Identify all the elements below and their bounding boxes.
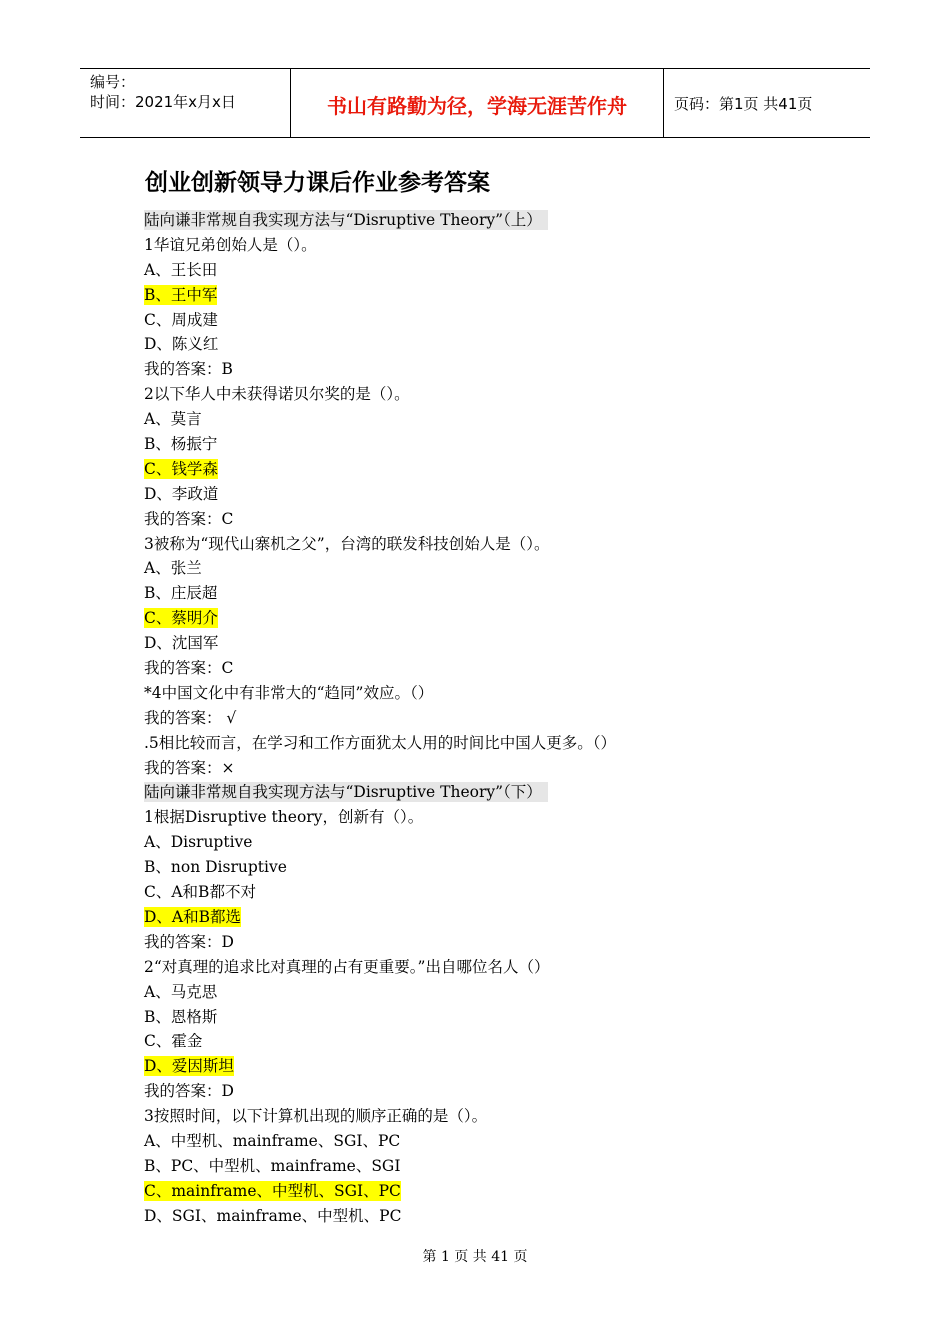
highlighted-answer-option xyxy=(144,1179,844,1204)
line-text: 3被称为“现代山寨机之父”，台湾的联发科技创始人是（）。 xyxy=(144,534,550,553)
line-text: A、中型机、mainframe、SGI、PC xyxy=(144,1131,401,1150)
line-text: C、霍金 xyxy=(144,1032,203,1051)
text-line xyxy=(144,482,844,507)
page-footer: 第 1 页 共 41 页 xyxy=(422,1249,528,1265)
line-text: B、PC、中型机、mainframe、SGI xyxy=(144,1156,401,1175)
text-line xyxy=(144,980,844,1005)
header-left-cell xyxy=(80,69,291,137)
text-line xyxy=(144,308,844,333)
line-text: A、莫言 xyxy=(144,410,202,429)
section-heading xyxy=(144,208,844,233)
line-text: B、non Disruptive xyxy=(144,858,287,877)
line-text: A、Disruptive xyxy=(144,833,253,852)
line-text: 陆向谦非常规自我实现方法与“Disruptive Theory”（上） xyxy=(144,210,548,230)
line-text: D、爱因斯坦 xyxy=(144,1057,234,1076)
line-text: C、蔡明介 xyxy=(144,609,218,628)
line-text: C、钱学森 xyxy=(144,459,218,478)
text-line xyxy=(144,581,844,606)
line-text: A、张兰 xyxy=(144,559,202,578)
text-line xyxy=(144,1129,844,1154)
line-text: 我的答案：B xyxy=(144,360,233,379)
line-text: 我的答案：C xyxy=(144,509,234,528)
line-text: 我的答案：× xyxy=(144,758,235,777)
header-table xyxy=(80,68,870,138)
text-line xyxy=(144,1005,844,1030)
line-text: 我的答案： √ xyxy=(144,708,237,727)
text-line xyxy=(144,233,844,258)
text-line xyxy=(144,332,844,357)
line-text: D、沈国军 xyxy=(144,634,219,653)
text-line xyxy=(144,756,844,781)
line-text: 我的答案：D xyxy=(144,932,234,951)
line-text: D、A和B都选 xyxy=(144,907,242,926)
number-label: 编号： xyxy=(90,73,136,91)
line-text: D、陈义红 xyxy=(144,335,219,354)
line-text: A、王长田 xyxy=(144,260,218,279)
text-line xyxy=(144,532,844,557)
text-line xyxy=(144,955,844,980)
line-text: .5相比较而言，在学习和工作方面犹太人用的时间比中国人更多。（） xyxy=(144,733,617,752)
line-text: D、李政道 xyxy=(144,484,219,503)
highlighted-answer-option xyxy=(144,457,844,482)
text-line xyxy=(144,432,844,457)
text-line xyxy=(144,681,844,706)
text-line xyxy=(144,1104,844,1129)
line-text: 3按照时间，以下计算机出现的顺序正确的是（）。 xyxy=(144,1107,488,1126)
text-line xyxy=(144,407,844,432)
text-line xyxy=(144,1154,844,1179)
highlighted-answer-option xyxy=(144,905,844,930)
line-text: 1根据Disruptive theory，创新有（）。 xyxy=(144,808,424,827)
text-line xyxy=(144,805,844,830)
text-line xyxy=(144,258,844,283)
text-line xyxy=(144,507,844,532)
text-line xyxy=(144,556,844,581)
text-line xyxy=(144,1079,844,1104)
highlighted-answer-option xyxy=(144,606,844,631)
text-line xyxy=(144,1029,844,1054)
line-text: C、A和B都不对 xyxy=(144,883,256,902)
text-line xyxy=(144,830,844,855)
date-label: 时间：2021年x月x日 xyxy=(90,93,236,111)
section-heading xyxy=(144,780,844,805)
line-text: D、SGI、mainframe、中型机、PC xyxy=(144,1206,402,1225)
line-text: B、杨振宁 xyxy=(144,435,218,454)
line-text: C、周成建 xyxy=(144,310,218,329)
line-text: 陆向谦非常规自我实现方法与“Disruptive Theory”（下） xyxy=(144,782,548,802)
document-body xyxy=(144,208,844,1229)
text-line xyxy=(144,1204,844,1229)
line-text: 2“对真理的追求比对真理的占有更重要。”出自哪位名人（） xyxy=(144,957,550,976)
text-line xyxy=(144,731,844,756)
line-text: A、马克思 xyxy=(144,982,218,1001)
text-line xyxy=(144,706,844,731)
text-line xyxy=(144,631,844,656)
line-text: C、mainframe、中型机、SGI、PC xyxy=(144,1181,401,1200)
text-line xyxy=(144,382,844,407)
line-text: 2以下华人中未获得诺贝尔奖的是（）。 xyxy=(144,385,410,404)
line-text: 我的答案：D xyxy=(144,1082,234,1101)
highlighted-answer-option xyxy=(144,283,844,308)
text-line xyxy=(144,656,844,681)
line-text: 我的答案：C xyxy=(144,659,234,678)
line-text: B、王中军 xyxy=(144,285,218,304)
document-title: 创业创新领导力课后作业参考答案 xyxy=(145,170,490,196)
line-text: *4中国文化中有非常大的“趋同”效应。（） xyxy=(144,683,434,702)
text-line xyxy=(144,855,844,880)
line-text: 1华谊兄弟创始人是（）。 xyxy=(144,235,317,254)
highlighted-answer-option xyxy=(144,1054,844,1079)
line-text: B、恩格斯 xyxy=(144,1007,218,1026)
line-text: B、庄辰超 xyxy=(144,584,218,603)
motto: 书山有路勤为径，学海无涯苦作舟 xyxy=(291,69,664,137)
text-line xyxy=(144,880,844,905)
text-line xyxy=(144,930,844,955)
text-line xyxy=(144,357,844,382)
page-info: 页码：第1页 共41页 xyxy=(674,95,813,113)
